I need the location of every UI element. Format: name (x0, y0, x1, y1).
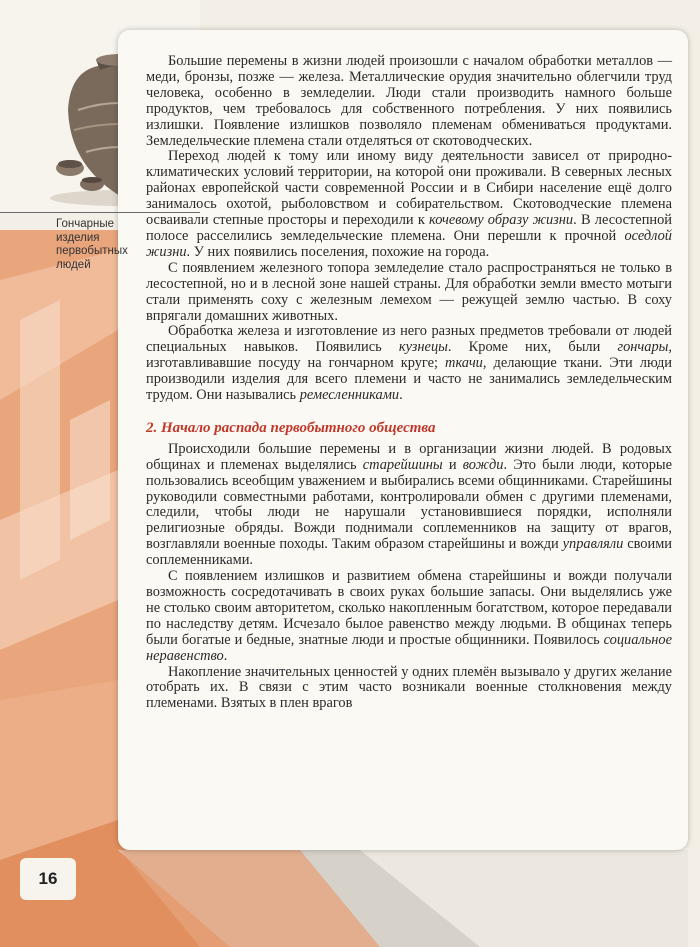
text-run: Происходили большие перемены и в организации жизни людей. В родовых общинах и племенах выделялись (146, 440, 672, 473)
section-title: 2. Начало распада первобытного общества (146, 419, 436, 436)
text-run: , делающие ткани. Эти люди производили изделия для всего племени и часто не занимались земледельческим трудом. Они назывались (146, 355, 672, 404)
emphasized-term: оседлой жизни (146, 227, 672, 260)
paragraph (146, 665, 672, 713)
body-text (146, 54, 672, 712)
section-1-paragraphs (146, 54, 672, 404)
text-run: . Это были люди, которые пользовались всеобщим уважением и выбирались всеми общинниками. Старейшины руководили совместными работами, контролировали обмен с другими племенами, следили, чтобы люди не нарушали установившиеся порядки, исполняли религиозные обряды. Вожди поднимали соплеменников на защиту от врагов, возглавляли военные походы. Таким образом старейшины и вожди (146, 456, 672, 553)
text-run: Накопление значительных ценностей у одних племён вызывало у других желание отобрать их. В связи с этим часто возникали военные столкновения между племенами. Взятых в плен врагов (146, 663, 672, 712)
emphasized-term: управляли (562, 536, 624, 553)
emphasized-term: гончары (617, 339, 669, 356)
text-run: С появлением излишков и развитием обмена старейшины и вожди получали возможность сосредотачивать в своих руках большие запасы. Они выделялись уже не столько своим авторитетом, сколько накопленным богатством, которое передавали по наследству детям. Исчезало былое равенство между людьми. В общинах теперь были богатые и бедные, знатные люди и простые общинники. Появилось (146, 568, 672, 648)
emphasized-term: ремесленниками (299, 387, 400, 404)
emphasized-term: социальное неравенство (146, 631, 672, 664)
paragraph (146, 149, 672, 260)
emphasized-term: вожди (462, 456, 504, 473)
paragraph (146, 442, 672, 569)
emphasized-term: кочевому образу жизни (429, 212, 574, 229)
text-run: Большие перемены в жизни людей произошли с началом обработки металлов — меди, бронзы, позже — железа. Металлические орудия значительно облегчили труд человека, особенно в земледелии. Люди стали производить намного больше продуктов, чем требовалось для собственного потребления. У них появились излишки. Появление излишков позволяло племенам обмениваться продуктами. Земледельческие племена стали отделяться от скотоводческих. (146, 53, 672, 149)
text-run: . Кроме них, были (447, 339, 618, 356)
page-number: 16 (20, 858, 76, 900)
text-run: . (223, 647, 228, 664)
photo-caption: Гончарные изделия первобытных людей (56, 218, 128, 271)
text-run: , изготавливавшие посуду на гончарном круге; (146, 339, 673, 372)
text-run: . В лесостепной полосе расселились земледельческие племена. Они перешли к прочной (146, 212, 672, 244)
emphasized-term: ткачи (445, 355, 483, 372)
paragraph (146, 54, 672, 149)
text-run: . (399, 387, 403, 404)
text-run: . У них появились поселения, похожие на города. (186, 243, 490, 260)
text-run: С появлением железного топора земледелие стало распространяться не только в лесостепной, но и в лесной зоне нашей страны. Для обработки земли вместо мотыги стали применять соху с железным лемехом — режущей землю частью. В соху впрягали домашних животных. (146, 259, 672, 324)
emphasized-term: старейшины (362, 456, 443, 473)
text-run: и (442, 456, 463, 473)
text-run: Переход людей к тому или иному виду деятельности зависел от природно-климатических условий территории, на которой они проживали. В северных лесных районах европейской части современной России и в Сибири население ещё долго занималось охотой, рыболовством и собирательством. Скотоводческие племена осваивали степные просторы и переходили к (146, 148, 672, 229)
paragraph (146, 569, 672, 664)
paragraph (146, 324, 672, 404)
text-run: своими соплеменниками. (146, 536, 673, 569)
section-2-paragraphs (146, 442, 672, 712)
text-run: Обработка железа и изготовление из него разных предметов требовали от людей специальных навыков. Появились (146, 323, 672, 356)
paragraph (146, 261, 672, 325)
emphasized-term: кузнецы (398, 339, 448, 356)
